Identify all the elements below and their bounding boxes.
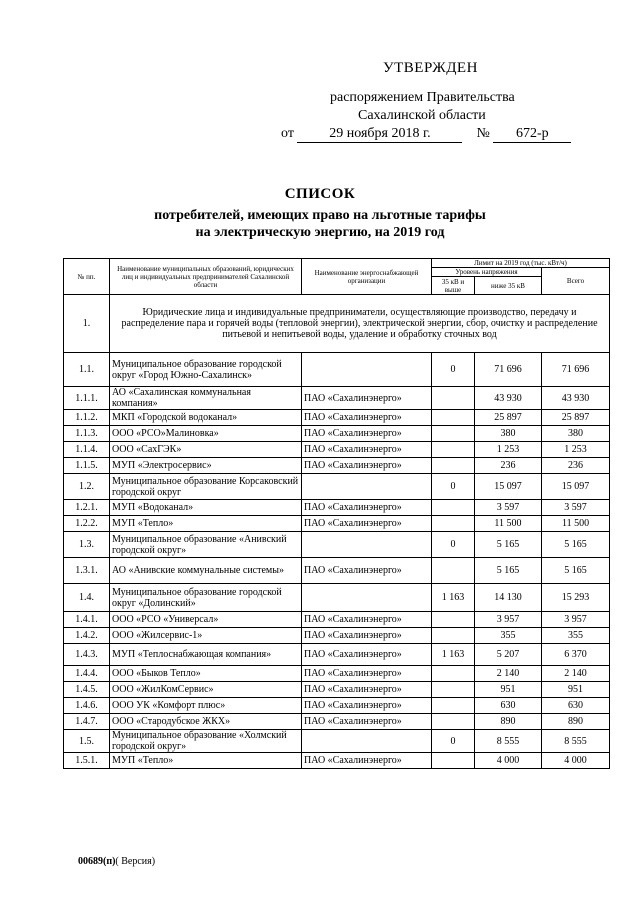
approval-title: УТВЕРЖДЕН bbox=[383, 60, 478, 76]
row-total: 951 bbox=[542, 682, 610, 698]
row-name: ООО «Жилсервис-1» bbox=[110, 628, 302, 644]
row-total: 5 165 bbox=[542, 532, 610, 558]
row-35kv: 1 163 bbox=[432, 644, 475, 666]
table-row bbox=[64, 500, 610, 516]
doc-subtitle-2: на электрическую энергию, на 2019 год bbox=[195, 225, 445, 240]
table-row bbox=[64, 532, 610, 558]
row-total: 6 370 bbox=[542, 644, 610, 666]
row-supplier: ПАО «Сахалинэнерго» bbox=[302, 410, 432, 426]
row-supplier: ПАО «Сахалинэнерго» bbox=[302, 558, 432, 584]
row-below-35kv: 25 897 bbox=[475, 410, 542, 426]
row-below-35kv: 3 957 bbox=[475, 612, 542, 628]
row-35kv: 0 bbox=[432, 474, 475, 500]
row-total: 890 bbox=[542, 714, 610, 730]
table-row bbox=[64, 426, 610, 442]
row-num: 1.1.2. bbox=[64, 410, 110, 426]
row-below-35kv: 71 696 bbox=[475, 353, 542, 387]
row-num: 1.1.5. bbox=[64, 458, 110, 474]
table-row bbox=[64, 698, 610, 714]
row-35kv bbox=[432, 612, 475, 628]
row-num: 1.4.6. bbox=[64, 698, 110, 714]
row-total: 15 293 bbox=[542, 584, 610, 612]
row-35kv bbox=[432, 558, 475, 584]
row-name: МУП «Водоканал» bbox=[110, 500, 302, 516]
table-row bbox=[64, 353, 610, 387]
table-row bbox=[64, 558, 610, 584]
table-row bbox=[64, 387, 610, 410]
row-num: 1.4.4. bbox=[64, 666, 110, 682]
row-below-35kv: 5 165 bbox=[475, 558, 542, 584]
row-below-35kv: 5 207 bbox=[475, 644, 542, 666]
table-row bbox=[64, 644, 610, 666]
row-below-35kv: 8 555 bbox=[475, 730, 542, 753]
row-total: 355 bbox=[542, 628, 610, 644]
row-35kv: 0 bbox=[432, 730, 475, 753]
table-row bbox=[64, 666, 610, 682]
row-35kv bbox=[432, 682, 475, 698]
row-total: 3 957 bbox=[542, 612, 610, 628]
header-limit: Лимит на 2019 год (тыс. кВт/ч) bbox=[432, 259, 610, 268]
row-35kv bbox=[432, 698, 475, 714]
row-supplier: ПАО «Сахалинэнерго» bbox=[302, 644, 432, 666]
row-num: 1.1.3. bbox=[64, 426, 110, 442]
row-35kv: 0 bbox=[432, 532, 475, 558]
row-below-35kv: 14 130 bbox=[475, 584, 542, 612]
row-name: ООО «СахГЭК» bbox=[110, 442, 302, 458]
row-num: 1.1. bbox=[64, 353, 110, 387]
row-below-35kv: 43 930 bbox=[475, 387, 542, 410]
row-num: 1.5.1. bbox=[64, 753, 110, 769]
row-35kv bbox=[432, 666, 475, 682]
row-num: 1.4.2. bbox=[64, 628, 110, 644]
row-supplier: ПАО «Сахалинэнерго» bbox=[302, 628, 432, 644]
row-name: Муниципальное образование городской округ «Город Южно-Сахалинск» bbox=[110, 353, 302, 387]
row-num: 1.4.7. bbox=[64, 714, 110, 730]
approval-date: 29 ноября 2018 г. bbox=[297, 126, 462, 143]
row-35kv bbox=[432, 628, 475, 644]
row-total: 1 253 bbox=[542, 442, 610, 458]
table-row bbox=[64, 474, 610, 500]
row-below-35kv: 3 597 bbox=[475, 500, 542, 516]
row-35kv bbox=[432, 500, 475, 516]
row-35kv bbox=[432, 387, 475, 410]
section-num: 1. bbox=[64, 295, 110, 353]
row-total: 2 140 bbox=[542, 666, 610, 682]
row-supplier bbox=[302, 353, 432, 387]
row-total: 380 bbox=[542, 426, 610, 442]
row-supplier: ПАО «Сахалинэнерго» bbox=[302, 458, 432, 474]
row-below-35kv: 380 bbox=[475, 426, 542, 442]
row-name: МУП «Тепло» bbox=[110, 753, 302, 769]
approval-date-row bbox=[281, 126, 571, 143]
footer bbox=[78, 856, 155, 867]
row-name: МУП «Тепло» bbox=[110, 516, 302, 532]
row-name: АО «Анивские коммунальные системы» bbox=[110, 558, 302, 584]
row-supplier: ПАО «Сахалинэнерго» bbox=[302, 682, 432, 698]
header-name: Наименование муниципальных образований, юридических лиц и индивидуальных предпринимателей Сахалинской области bbox=[110, 259, 302, 295]
row-below-35kv: 2 140 bbox=[475, 666, 542, 682]
row-total: 5 165 bbox=[542, 558, 610, 584]
table-row bbox=[64, 410, 610, 426]
row-35kv bbox=[432, 753, 475, 769]
approval-line-region: Сахалинской области bbox=[358, 108, 486, 123]
header-below-35kv: ниже 35 кВ bbox=[475, 277, 542, 295]
row-total: 71 696 bbox=[542, 353, 610, 387]
row-35kv bbox=[432, 458, 475, 474]
row-total: 236 bbox=[542, 458, 610, 474]
row-name: Муниципальное образование Корсаковский городской округ bbox=[110, 474, 302, 500]
row-total: 630 bbox=[542, 698, 610, 714]
table-row bbox=[64, 628, 610, 644]
row-name: ООО «РСО «Универсал» bbox=[110, 612, 302, 628]
row-below-35kv: 1 253 bbox=[475, 442, 542, 458]
row-below-35kv: 890 bbox=[475, 714, 542, 730]
row-name: Муниципальное образование «Холмский городской округ» bbox=[110, 730, 302, 753]
table-row bbox=[64, 442, 610, 458]
row-below-35kv: 15 097 bbox=[475, 474, 542, 500]
row-supplier: ПАО «Сахалинэнерго» bbox=[302, 442, 432, 458]
row-name: ООО УК «Комфорт плюс» bbox=[110, 698, 302, 714]
number-label: № bbox=[476, 126, 490, 141]
row-supplier bbox=[302, 532, 432, 558]
table-row bbox=[64, 612, 610, 628]
table-row bbox=[64, 458, 610, 474]
table-row bbox=[64, 714, 610, 730]
row-supplier: ПАО «Сахалинэнерго» bbox=[302, 698, 432, 714]
row-35kv bbox=[432, 442, 475, 458]
row-below-35kv: 236 bbox=[475, 458, 542, 474]
row-total: 8 555 bbox=[542, 730, 610, 753]
row-supplier: ПАО «Сахалинэнерго» bbox=[302, 516, 432, 532]
row-total: 25 897 bbox=[542, 410, 610, 426]
header-35kv: 35 кВ и выше bbox=[432, 277, 475, 295]
row-below-35kv: 951 bbox=[475, 682, 542, 698]
row-35kv bbox=[432, 516, 475, 532]
row-supplier: ПАО «Сахалинэнерго» bbox=[302, 612, 432, 628]
row-total: 4 000 bbox=[542, 753, 610, 769]
row-below-35kv: 5 165 bbox=[475, 532, 542, 558]
row-num: 1.4.5. bbox=[64, 682, 110, 698]
row-supplier: ПАО «Сахалинэнерго» bbox=[302, 714, 432, 730]
row-num: 1.3. bbox=[64, 532, 110, 558]
row-name: Муниципальное образование «Анивский городской округ» bbox=[110, 532, 302, 558]
row-num: 1.4. bbox=[64, 584, 110, 612]
row-total: 3 597 bbox=[542, 500, 610, 516]
row-num: 1.2.2. bbox=[64, 516, 110, 532]
footer-code: 00689(п) bbox=[78, 856, 116, 867]
row-supplier bbox=[302, 730, 432, 753]
row-num: 1.4.3. bbox=[64, 644, 110, 666]
row-total: 11 500 bbox=[542, 516, 610, 532]
row-name: ООО «ЖилКомСервис» bbox=[110, 682, 302, 698]
row-supplier: ПАО «Сахалинэнерго» bbox=[302, 753, 432, 769]
row-total: 43 930 bbox=[542, 387, 610, 410]
row-name: ООО «Стародубское ЖКХ» bbox=[110, 714, 302, 730]
header-num: № пп. bbox=[64, 259, 110, 295]
row-below-35kv: 11 500 bbox=[475, 516, 542, 532]
doc-subtitle-1: потребителей, имеющих право на льготные тарифы bbox=[154, 208, 486, 223]
section-text: Юридические лица и индивидуальные предприниматели, осуществляющие производство, передачу и распределение пара и горячей воды (тепловой энергии), электрической энергии, сбор, очистку и распределение питьевой и непитьевой воды, удаление и обработку сточных вод bbox=[110, 295, 610, 353]
row-num: 1.2.1. bbox=[64, 500, 110, 516]
row-supplier: ПАО «Сахалинэнерго» bbox=[302, 387, 432, 410]
header-total: Всего bbox=[542, 268, 610, 295]
row-name: МУП «Теплоснабжающая компания» bbox=[110, 644, 302, 666]
row-name: АО «Сахалинская коммунальная компания» bbox=[110, 387, 302, 410]
row-num: 1.1.1. bbox=[64, 387, 110, 410]
table-header bbox=[64, 259, 610, 295]
row-35kv bbox=[432, 426, 475, 442]
row-35kv bbox=[432, 410, 475, 426]
row-name: МКП «Городской водоканал» bbox=[110, 410, 302, 426]
row-num: 1.3.1. bbox=[64, 558, 110, 584]
table-row bbox=[64, 584, 610, 612]
row-name: МУП «Электросервис» bbox=[110, 458, 302, 474]
row-supplier bbox=[302, 584, 432, 612]
row-name: ООО «РСО»Малиновка» bbox=[110, 426, 302, 442]
section-row bbox=[64, 295, 610, 353]
tariff-table bbox=[63, 258, 610, 769]
row-num: 1.5. bbox=[64, 730, 110, 753]
row-below-35kv: 4 000 bbox=[475, 753, 542, 769]
row-35kv: 1 163 bbox=[432, 584, 475, 612]
table-row bbox=[64, 730, 610, 753]
from-label: от bbox=[281, 126, 294, 141]
row-num: 1.1.4. bbox=[64, 442, 110, 458]
row-35kv bbox=[432, 714, 475, 730]
row-total: 15 097 bbox=[542, 474, 610, 500]
row-below-35kv: 630 bbox=[475, 698, 542, 714]
header-voltage: Уровень напряжения bbox=[432, 268, 542, 277]
row-supplier: ПАО «Сахалинэнерго» bbox=[302, 500, 432, 516]
approval-line-government: распоряжением Правительства bbox=[330, 90, 515, 105]
row-below-35kv: 355 bbox=[475, 628, 542, 644]
row-num: 1.2. bbox=[64, 474, 110, 500]
doc-title: СПИСОК bbox=[284, 186, 356, 202]
table-row bbox=[64, 516, 610, 532]
row-name: Муниципальное образование городской округ «Долинский» bbox=[110, 584, 302, 612]
footer-version: ( Версия) bbox=[115, 856, 156, 867]
row-35kv: 0 bbox=[432, 353, 475, 387]
row-supplier: ПАО «Сахалинэнерго» bbox=[302, 426, 432, 442]
row-supplier: ПАО «Сахалинэнерго» bbox=[302, 666, 432, 682]
row-name: ООО «Быков Тепло» bbox=[110, 666, 302, 682]
table-body bbox=[64, 295, 610, 769]
table-row bbox=[64, 682, 610, 698]
row-supplier bbox=[302, 474, 432, 500]
table-row bbox=[64, 753, 610, 769]
header-supplier: Наименование энергоснабжающей организации bbox=[302, 259, 432, 295]
approval-number: 672-р bbox=[493, 126, 571, 143]
row-num: 1.4.1. bbox=[64, 612, 110, 628]
